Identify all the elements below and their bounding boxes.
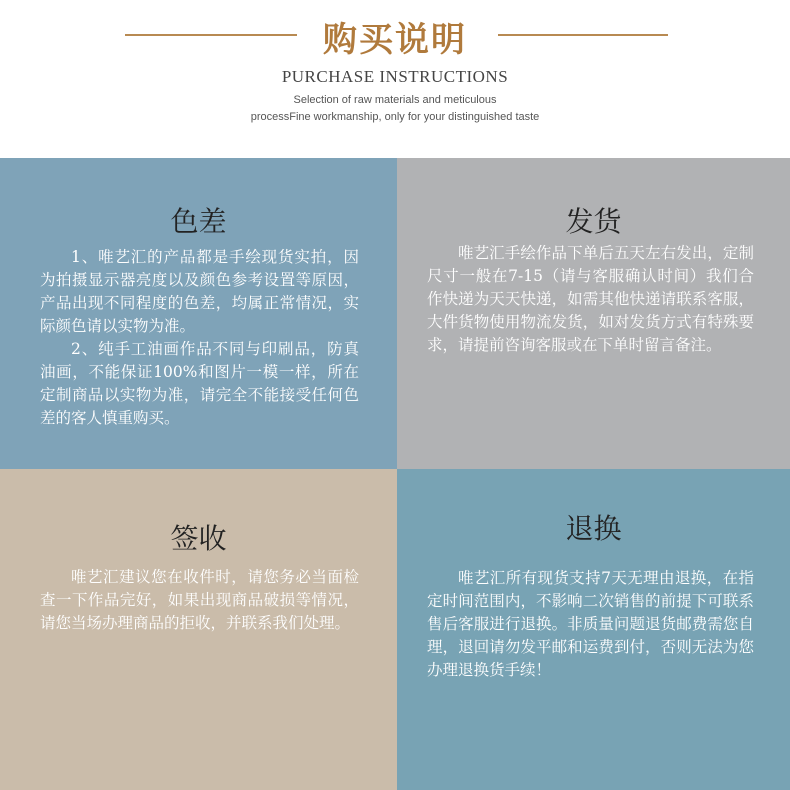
returns-body [427, 567, 754, 682]
returns-title: 退换 [565, 512, 622, 545]
color-difference-panel [0, 158, 397, 469]
returns-paragraph-1: 唯艺汇所有现货支持7天无理由退换，在指定时间范围内，不影响二次销售的前提下可联系售后客服进行退换。非质量问题退货邮费需您自理，退回请勿发平邮和运费到付，否则无法为您办理退换货手续！ [427, 569, 754, 679]
tagline-line-1: Selection of raw materials and meticulous [293, 94, 497, 106]
page-title: 购买说明 [323, 20, 467, 60]
returns-panel [397, 469, 790, 790]
shipping-panel [397, 158, 790, 469]
page-subtitle: PURCHASE INSTRUCTIONS [281, 67, 509, 86]
color-difference-title: 色差 [170, 205, 227, 238]
signing-paragraph-1: 唯艺汇建议您在收件时，请您务必当面检查一下作品完好，如果出现商品破损等情况，请您当场办理商品的拒收，并联系我们处理。 [40, 568, 359, 632]
header [0, 0, 790, 158]
signing-panel [0, 469, 397, 790]
tagline-line-2: processFine workmanship, only for your distinguished taste [250, 111, 540, 123]
color-difference-body [40, 246, 359, 430]
color-difference-paragraph-1: 1、唯艺汇的产品都是手绘现货实拍，因为拍摄显示器亮度以及颜色参考设置等原因，产品出现不同程度的色差，均属正常情况，实际颜色请以实物为准。 [40, 248, 359, 335]
shipping-paragraph-1: 唯艺汇手绘作品下单后五天左右发出，定制尺寸一般在7-15（请与客服确认时间）我们合作快递为天天快递，如需其他快递请联系客服，大件货物使用物流发货，如对发货方式有特殊要求，请提前咨询客服或在下单时留言备注。 [427, 244, 754, 354]
shipping-body [427, 242, 754, 357]
color-difference-paragraph-2: 2、纯手工油画作品不同与印刷品，防真油画，不能保证100%和图片一模一样，所在定制商品以实物为准，请完全不能接受任何色差的客人慎重购买。 [40, 340, 359, 427]
header-rule-right [498, 34, 668, 36]
signing-body [40, 566, 359, 635]
signing-title: 签收 [170, 522, 227, 555]
shipping-title: 发货 [565, 205, 622, 238]
